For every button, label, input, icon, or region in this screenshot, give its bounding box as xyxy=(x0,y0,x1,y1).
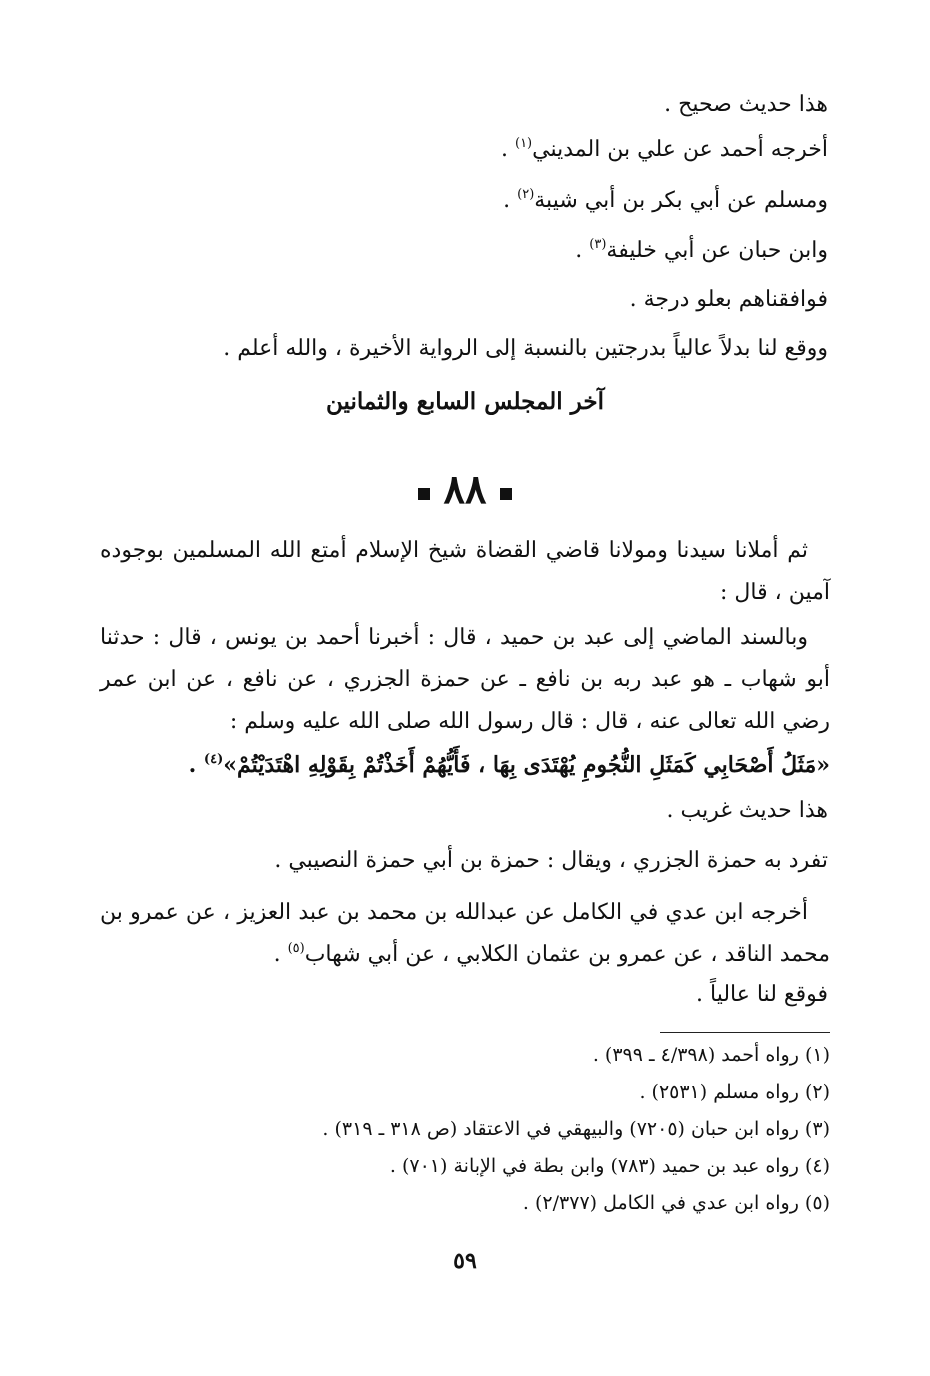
footnote-ref[interactable]: (١) xyxy=(514,136,533,151)
text-line: فوافقناهم بعلو درجة . xyxy=(629,287,828,312)
dash-mark xyxy=(418,488,430,500)
page-number: ٥٩ xyxy=(453,1248,477,1274)
paragraph: هذا حديث غريب . xyxy=(666,798,828,823)
session-end-heading: آخر المجلس السابع والثمانين xyxy=(326,388,604,415)
footnote-ref[interactable]: (٤) xyxy=(203,752,224,767)
text-line: هذا حديث صحيح . xyxy=(664,92,828,117)
paragraph: وبالسند الماضي إلى عبد بن حميد ، قال : أخبرنا أحمد بن يونس ، قال : حدثنا أبو شهاب ـ هو عبد ربه بن نافع ـ عن حمزة الجزري ، عن نافع ، عن ابن عمر رضي الله تعالى عنه ، قال : قال رسول الله صلى الله عليه وسلم : xyxy=(100,625,830,734)
paragraph: تفرد به حمزة الجزري ، ويقال : حمزة بن أبي حمزة النصيبي . xyxy=(274,848,828,873)
footnote-ref[interactable]: (٣) xyxy=(589,237,607,252)
footnote: (٥) رواه ابن عدي في الكامل (٢/٣٧٧) . xyxy=(522,1192,830,1214)
footnote-separator xyxy=(660,1032,830,1033)
paragraph: ثم أملانا سيدنا ومولانا قاضي القضاة شيخ الإسلام أمتع الله المسلمين بوجوده آمين ، قال : xyxy=(100,538,830,605)
footnote: (٢) رواه مسلم (٢٥٣١) . xyxy=(639,1081,830,1103)
section-number: ٨٨ xyxy=(443,466,487,513)
paragraph: أخرجه ابن عدي في الكامل عن عبدالله بن محمد بن عبد العزيز ، عن عمرو بن محمد الناقد ، عن عمرو بن عثمان الكلابي ، عن أبي شهاب$^{(٥)}$ . xyxy=(100,900,830,967)
text-line: أخرجه أحمد عن علي بن المديني$^{(١)}$ . xyxy=(500,136,828,162)
text-line: ومسلم عن أبي بكر بن أبي شيبة$^{(٢)}$ . xyxy=(503,187,828,213)
section-number-heading xyxy=(0,465,930,515)
footnote: (٤) رواه عبد بن حميد (٧٨٣) وابن بطة في الإبانة (٧٠١) . xyxy=(389,1155,830,1177)
footnote-ref[interactable]: (٥) xyxy=(287,941,305,956)
text-line: وابن حبان عن أبي خليفة$^{(٣)}$ . xyxy=(575,237,828,263)
footnote: (٣) رواه ابن حبان (٧٢٠٥) والبيهقي في الاعتقاد (ص ٣١٨ ـ ٣١٩) . xyxy=(322,1118,830,1140)
text-line: ووقع لنا بدلاً عالياً بدرجتين بالنسبة إلى الرواية الأخيرة ، والله أعلم . xyxy=(223,336,828,361)
footnote: (١) رواه أحمد (٤/٣٩٨ ـ ٣٩٩) . xyxy=(592,1044,830,1066)
dash-mark xyxy=(500,488,512,500)
footnote-ref[interactable]: (٢) xyxy=(517,187,535,202)
hadith-text: «مَثَلُ أَصْحَابِي كَمَثَلِ النُّجُومِ يُهْتَدَى بِهَا ، فَأَيُّهُمْ أَخَذْتُمْ بِقَوْلِهِ اهْتَدَيْتُمْ»$^{(٤)}$ . xyxy=(188,752,830,778)
paragraph: فوقع لنا عالياً . xyxy=(696,982,828,1007)
